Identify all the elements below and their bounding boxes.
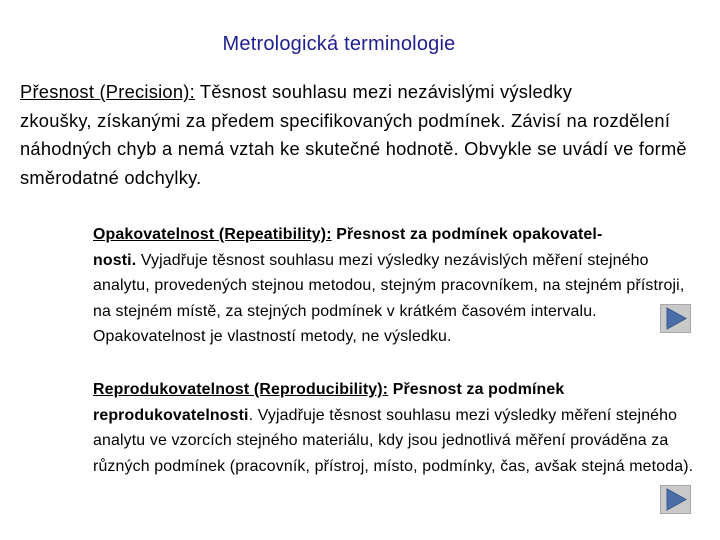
reproducibility-definition-part1: Přesnost za podmínek [388,381,565,398]
reproducibility-paragraph [93,377,703,479]
precision-term: Přesnost (Precision): [20,81,195,102]
repeatability-text: Vyjadřuje těsnost souhlasu mezi výsledky nezávislých měření stejného analytu, provedených stejnou metodou, stejným pracovníkem, na stejném přístroji, na stejném místě, za stejných podmínek v krátkém časovém intervalu. Opakovatelnost je vlastností metody, ne výsledku. [93,251,685,345]
repeatability-definition-part2: nosti. [93,251,137,269]
repeatability-definition-part1: Přesnost za podmínek opakovatel- [331,226,603,243]
next-slide-button-2[interactable] [660,485,691,514]
precision-paragraph [20,78,692,192]
play-arrow-icon [661,486,690,513]
reproducibility-term: Reprodukovatelnost (Reproducibility): [93,381,389,398]
repeatability-paragraph [93,222,703,350]
play-arrow-icon [661,305,690,332]
precision-text-rest: . Závisí na rozdělení náhodných chyb a nemá vztah ke skutečné hodnotě. Obvykle se uvádí ve formě směrodatné odchylky. [20,109,687,188]
precision-text-line1: Těsnost souhlasu mezi nezávislými výsledky [194,81,573,102]
precision-text-line2: zkoušky, získanými za předem specifikovaných podmínek [20,109,501,131]
repeatability-term: Opakovatelnost (Repeatibility): [93,226,332,243]
reproducibility-text: . Vyjadřuje těsnost souhlasu mezi výsledky měření stejného analytu ve vzorcích stejného materiálu, kdy jsou jednotlivá měření prováděna za různých podmínek (pracovník, přístroj, místo, podmínky, čas, avšak stejná metoda). [93,406,694,475]
page-title: Metrologická terminologie [222,33,456,55]
next-slide-button-1[interactable] [660,304,691,333]
reproducibility-definition-part2: reprodukovatelnosti [93,406,249,424]
